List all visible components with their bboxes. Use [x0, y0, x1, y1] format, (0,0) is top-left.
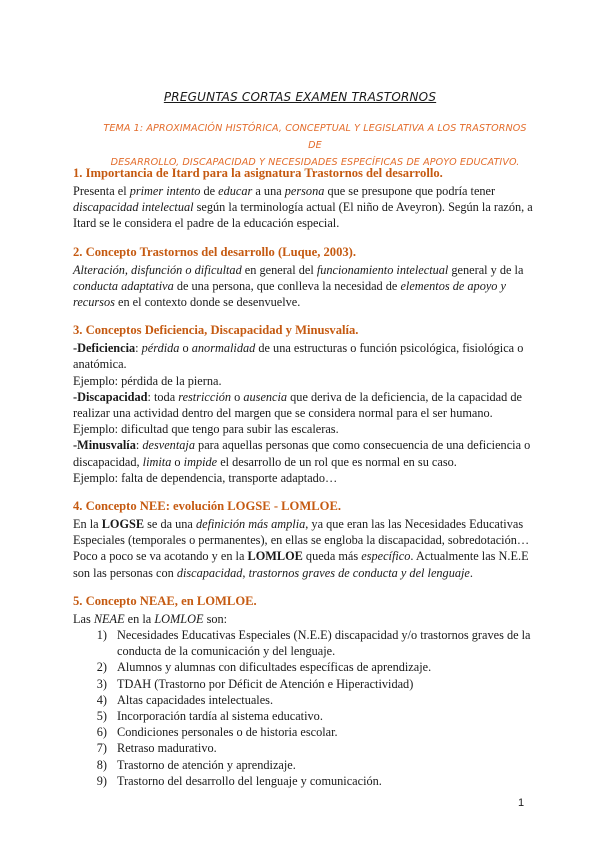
tema-line-2: DESARROLLO, DISCAPACIDAD Y NECESIDADES ESPECÍFICAS DE APOYO EDUCATIVO.: [110, 157, 520, 168]
s3-minusvalia-line-1: -Minusvalía: desventaja para aquellas personas que como consecuencia de una deficiencia o: [73, 438, 531, 453]
list-item: 5) Incorporación tardía al sistema educativo.: [96, 709, 323, 724]
document-title: PREGUNTAS CORTAS EXAMEN TRASTORNOS: [163, 90, 437, 104]
list-item: 6) Condiciones personales o de historia escolar.: [96, 725, 338, 740]
s3-discapacidad-line-1: -Discapacidad: toda restricción o ausencia que deriva de la deficiencia, de la capacidad de: [73, 389, 522, 404]
s1-line-2: discapacidad intelectual según la terminología actual (El niño de Aveyron). Según la razón, a: [73, 200, 533, 215]
list-item: 2) Alumnos y alumnas con dificultades específicas de aprendizaje.: [96, 660, 432, 675]
list-item: 7) Retraso madurativo.: [96, 741, 217, 756]
list-item: 8) Trastorno de atención y aprendizaje.: [96, 757, 296, 772]
s2-line-2: conducta adaptativa de una persona, que conlleva la necesidad de elementos de apoyo y: [73, 278, 506, 293]
section-2-heading: 2. Concepto Trastornos del desarrollo (Luque, 2003).: [73, 244, 357, 259]
section-2: [73, 244, 533, 311]
s2-line-3: recursos en el contexto donde se desenvuelve.: [73, 295, 301, 310]
s3-deficiencia-line-1: -Deficiencia: pérdida o anormalidad de una estructuras o función psicológica, fisiológica o: [73, 341, 524, 356]
list-item: 1) Necesidades Educativas Especiales (N.E.E) discapacidad y/o trastornos graves de la: [96, 628, 531, 643]
s3-discapacidad-example: Ejemplo: dificultad que tengo para subir las escaleras.: [73, 422, 339, 437]
tema-line-1: TEMA 1: APROXIMACIÓN HISTÓRICA, CONCEPTUAL Y LEGISLATIVA A LOS TRASTORNOS DE: [103, 123, 527, 151]
s1-line-1: Presenta el primer intento de educar a una persona que se presupone que podría tener: [73, 184, 496, 198]
tema-heading: [95, 120, 535, 171]
s4-line-1: En la LOGSE se da una definición más amplia, ya que eran las las Necesidades Educativas: [73, 517, 524, 532]
s3-deficiencia-line-2: anatómica.: [73, 357, 127, 372]
s1-line-3: Itard se le considera el padre de la educación especial.: [73, 216, 340, 231]
s3-minusvalia-line-2: discapacidad, limita o impide el desarrollo de un rol que es normal en su caso.: [73, 454, 457, 469]
list-item: 9) Trastorno del desarrollo del lenguaje y comunicación.: [96, 773, 382, 788]
s4-line-4: son las personas con discapacidad, trastornos graves de conducta y del lenguaje.: [73, 565, 473, 580]
list-item: conducta de la comunicación y del lenguaje.: [117, 644, 336, 659]
list-item: 3) TDAH (Trastorno por Déficit de Atención e Hiperactividad): [96, 676, 414, 691]
s5-intro: Las NEAE en la LOMLOE son:: [73, 611, 228, 626]
section-5: [73, 593, 533, 789]
section-3-heading: 3. Conceptos Deficiencia, Discapacidad y Minusvalía.: [73, 323, 359, 338]
document-content: [73, 165, 533, 801]
list-item: 4) Altas capacidades intelectuales.: [96, 692, 274, 707]
neae-list: [73, 627, 533, 789]
section-1-heading: 1. Importancia de Itard para la asignatura Trastornos del desarrollo.: [73, 166, 443, 180]
s4-line-2: Especiales (temporales o permanentes), en ellas se engloba la discapacidad, sobredotación…: [73, 533, 530, 548]
s3-minusvalia-example: Ejemplo: falta de dependencia, transporte adaptado…: [73, 470, 338, 485]
s3-discapacidad-line-2: realizar una actividad dentro del margen que se considera normal para el ser humano.: [73, 406, 493, 421]
section-5-heading: 5. Concepto NEAE, en LOMLOE.: [73, 593, 257, 608]
section-4: [73, 498, 533, 581]
s2-line-1: Alteración, disfunción o dificultad en general del funcionamiento intelectual general y de la: [73, 262, 524, 277]
section-1: [73, 165, 533, 232]
section-3: [73, 322, 533, 486]
page-number: 1: [518, 797, 525, 809]
s4-line-3: Poco a poco se va acotando y en la LOMLOE queda más específico. Actualmente las N.E.E: [73, 549, 529, 564]
section-4-heading: 4. Concepto NEE: evolución LOGSE - LOMLOE.: [73, 499, 341, 514]
s3-deficiencia-example: Ejemplo: pérdida de la pierna.: [73, 373, 222, 388]
